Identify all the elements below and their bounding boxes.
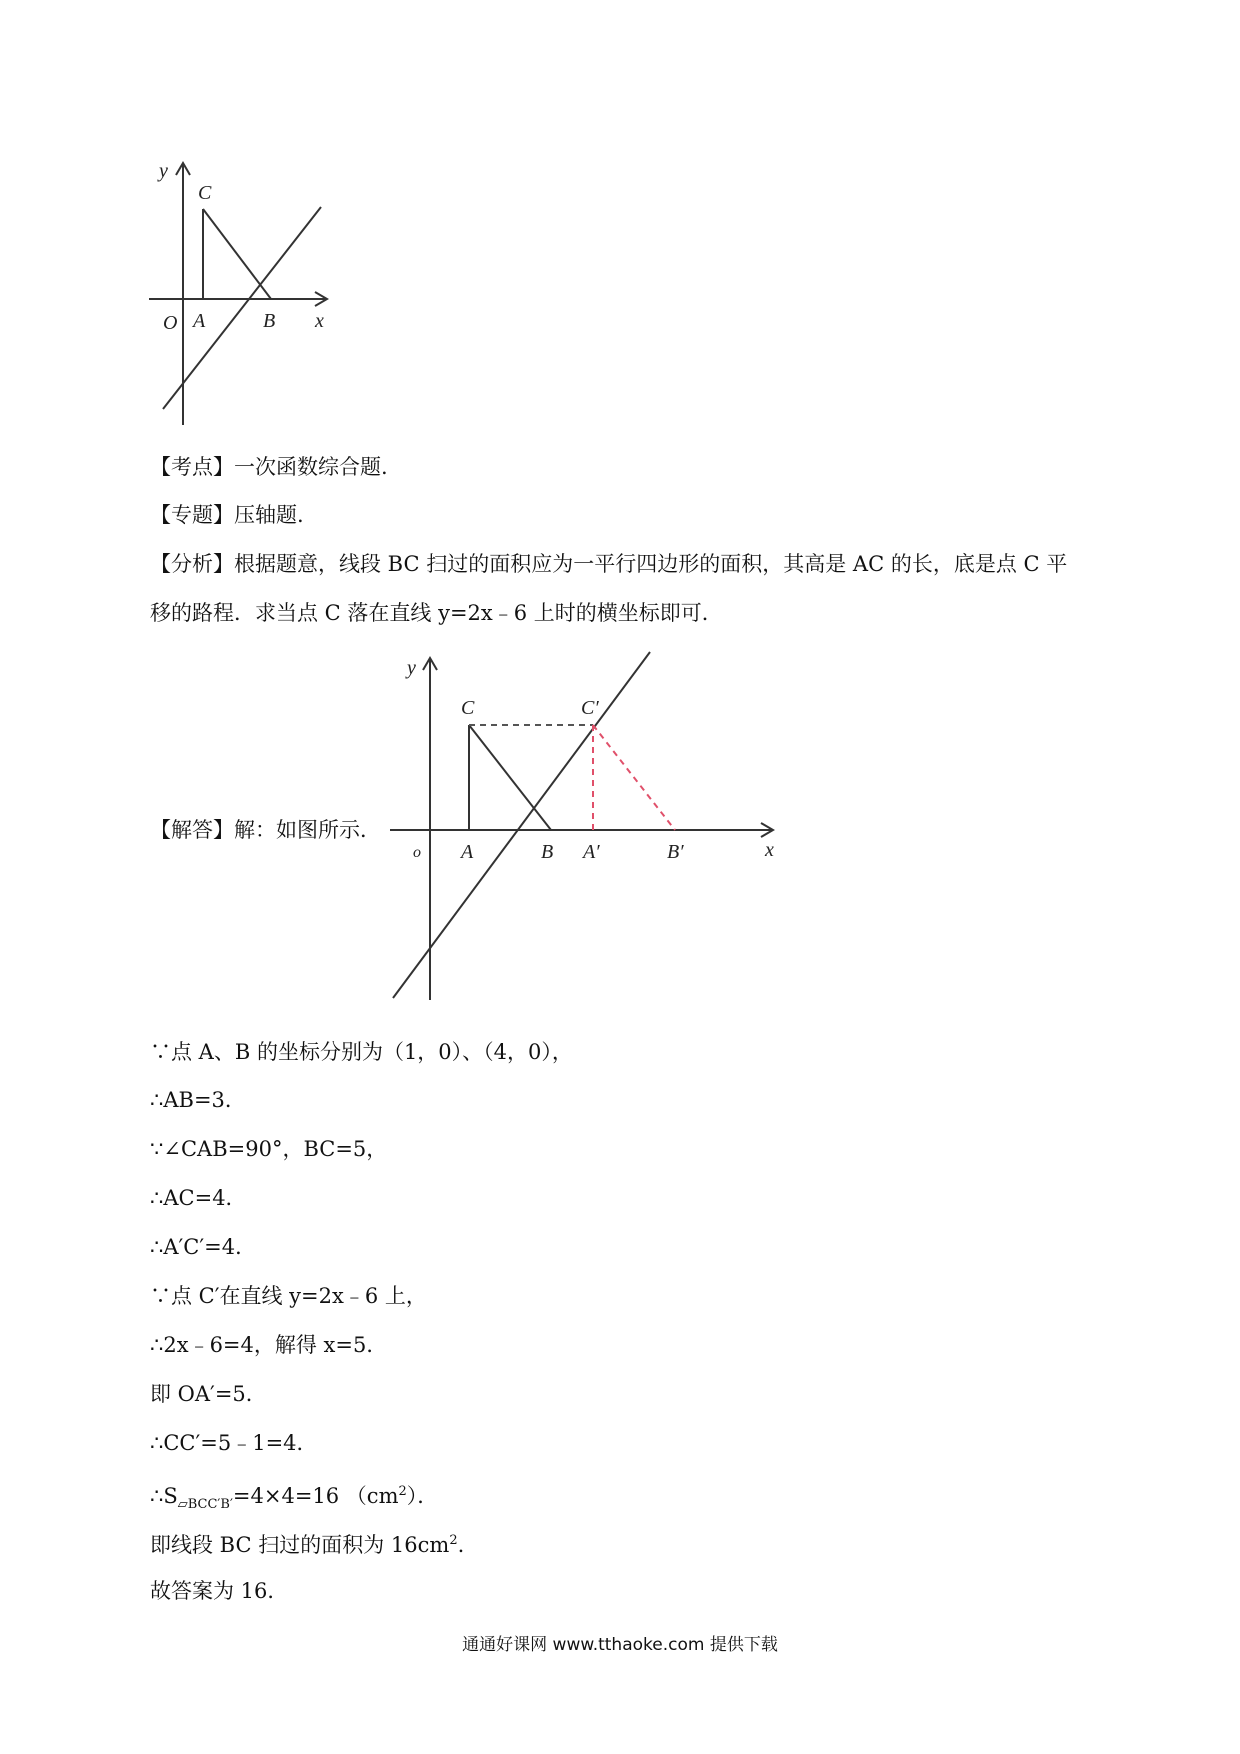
step-8: 即 OA′=5．	[150, 1382, 267, 1406]
jieda-line	[150, 815, 381, 845]
step-3: ∵∠CAB=90°，BC=5，	[150, 1137, 388, 1161]
footer-text: 通通好课网 www.tthaoke.com 提供下载	[462, 1635, 778, 1655]
zhuanti-line	[150, 500, 304, 530]
fenxi-text-2: 移的路程．求当点 C 落在直线 y=2x﹣6 上时的横坐标即可．	[150, 601, 723, 625]
jieda-text: 解：如图所示．	[234, 818, 381, 842]
fig2-label-a: A	[461, 841, 474, 863]
zhuanti-tag: 【专题】	[150, 503, 234, 527]
fig2-label-a-prime: A′	[583, 841, 600, 863]
step-2: ∴AB=3．	[150, 1088, 246, 1112]
fig1-label-o: O	[163, 312, 178, 334]
fenxi-line-2	[150, 598, 723, 628]
step-4: ∴AC=4．	[150, 1186, 247, 1210]
fig2-label-y: y	[407, 657, 416, 679]
fig1-label-x: x	[315, 310, 324, 332]
fig1-label-b: B	[263, 310, 276, 332]
figure-2-coordinate-diagram	[385, 648, 785, 1003]
fenxi-text-1: 根据题意，线段 BC 扫过的面积应为一平行四边形的面积，其高是 AC 的长，底是点 C 平	[234, 552, 1068, 576]
fig2-label-o: o	[413, 844, 421, 861]
area-suffix: ）．	[406, 1484, 439, 1508]
result-superscript: 2	[449, 1533, 458, 1548]
step-6: ∵点 C′在直线 y=2x﹣6 上，	[150, 1284, 427, 1308]
fig1-line	[163, 207, 321, 409]
fig2-segment-cb	[469, 725, 551, 830]
fig2-label-c-prime: C′	[581, 697, 599, 719]
area-middle: =4×4=16 （cm	[232, 1484, 399, 1508]
kaodian-tag: 【考点】	[150, 455, 234, 479]
fig1-segment-cb	[203, 209, 271, 299]
step-7: ∴2x﹣6=4，解得 x=5．	[150, 1333, 388, 1357]
fig1-label-c: C	[198, 182, 212, 204]
kaodian-text: 一次函数综合题.	[234, 455, 388, 479]
fig2-line	[393, 652, 650, 998]
fig2-label-b: B	[541, 841, 554, 863]
area-line	[150, 1477, 438, 1520]
fenxi-tag: 【分析】	[150, 552, 234, 576]
figure-1-coordinate-diagram	[145, 155, 335, 430]
fig1-label-a: A	[193, 310, 206, 332]
area-superscript: 2	[398, 1484, 407, 1499]
area-prefix: ∴S	[150, 1484, 178, 1508]
area-subscript: ▱BCC′B′	[177, 1497, 233, 1513]
step-1: ∵点 A、B 的坐标分别为（1，0）、（4，0），	[150, 1040, 573, 1064]
fig2-label-x: x	[765, 839, 774, 861]
step-9: ∴CC′=5﹣1=4．	[150, 1431, 318, 1455]
jieda-tag: 【解答】	[150, 818, 234, 842]
kaodian-line	[150, 452, 388, 482]
result-line	[150, 1526, 464, 1560]
fig1-label-y: y	[159, 160, 168, 182]
fig2-segment-c-prime-b-prime	[593, 725, 675, 830]
fig2-label-c: C	[461, 697, 475, 719]
zhuanti-text: 压轴题.	[234, 503, 304, 527]
result-prefix: 即线段 BC 扫过的面积为 16cm	[150, 1533, 450, 1557]
step-5: ∴A′C′=4．	[150, 1235, 257, 1259]
result-suffix: .	[457, 1533, 465, 1557]
fenxi-line-1	[150, 549, 1067, 579]
fig2-label-b-prime: B′	[667, 841, 684, 863]
answer-line: 故答案为 16．	[150, 1579, 289, 1603]
